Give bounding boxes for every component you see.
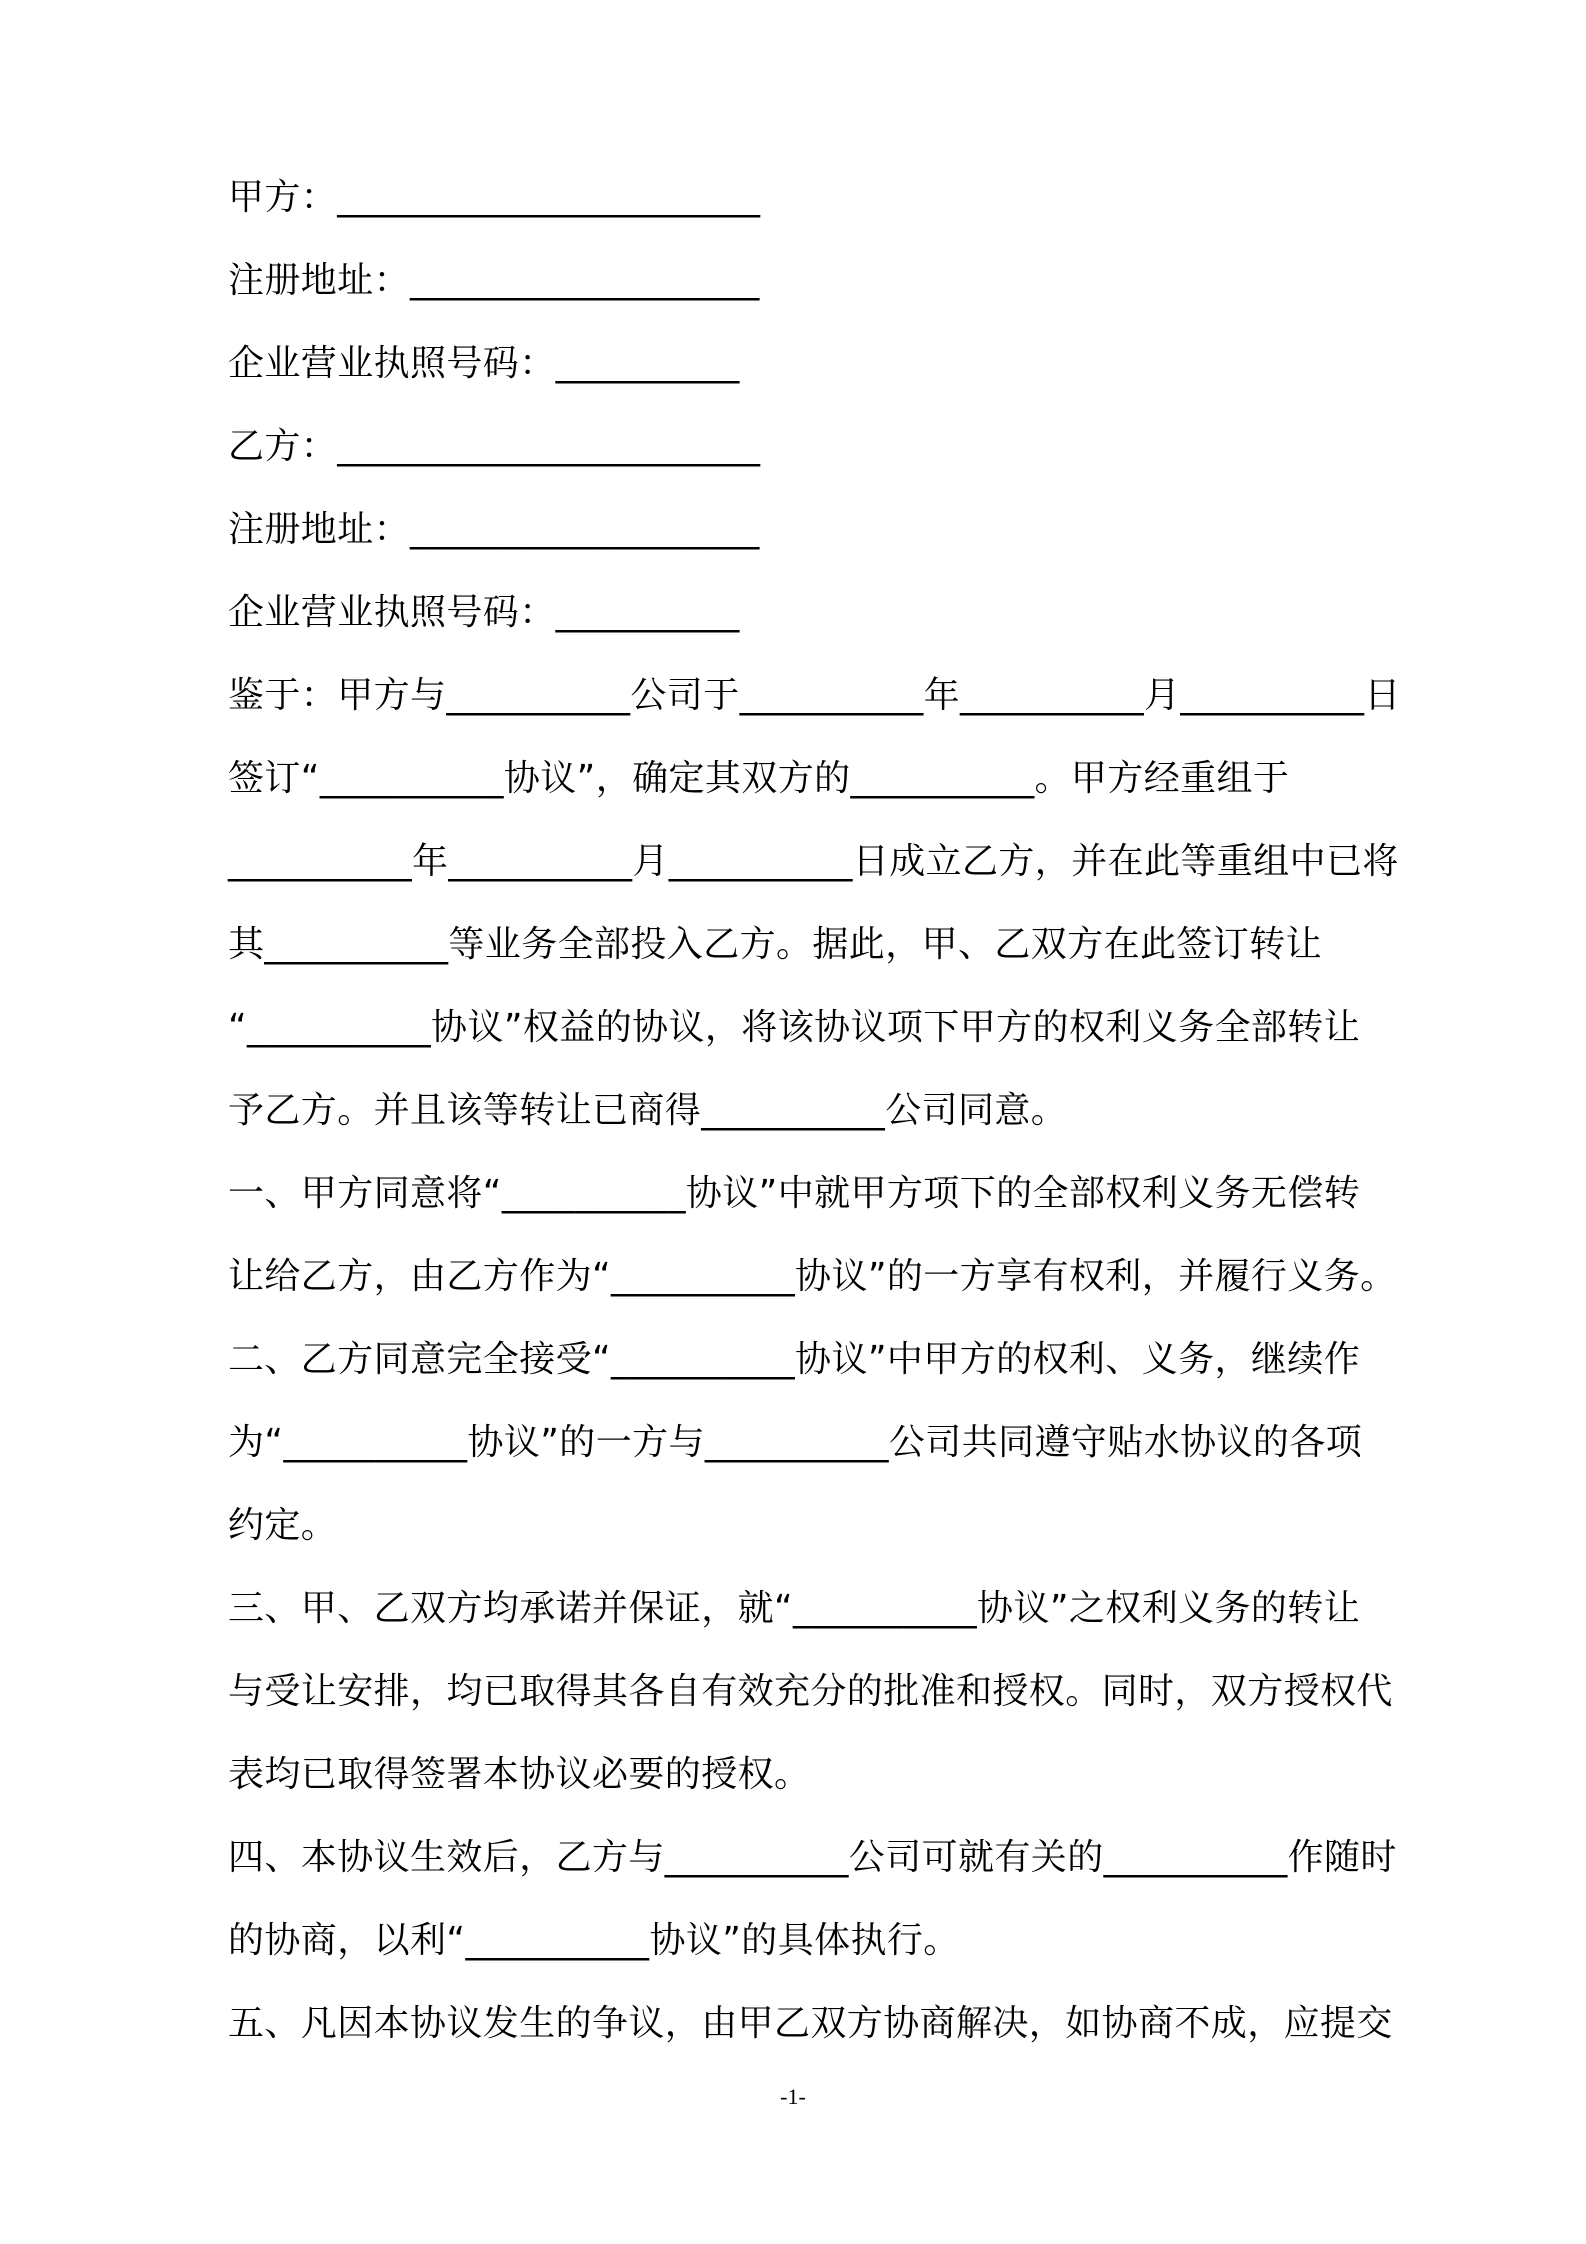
preamble-line-3: __________年__________月__________日成立乙方，并在此等重组中已将 bbox=[228, 841, 1399, 882]
clause-1-line-2: 让给乙方，由乙方作为“__________协议”的一方享有权利，并履行义务。 bbox=[228, 1256, 1397, 1297]
party-a-license-field: 企业营业执照号码：__________ bbox=[228, 343, 740, 384]
clause-2-line-1: 二、乙方同意完全接受“__________协议”中甲方的权利、义务，继续作 bbox=[228, 1339, 1361, 1380]
page-number: -1- bbox=[780, 2084, 806, 2109]
party-a-address-field: 注册地址：___________________ bbox=[228, 260, 760, 301]
clause-3-line-2: 与受让安排，均已取得其各自有效充分的批准和授权。同时，双方授权代 bbox=[228, 1671, 1393, 1712]
clause-2-line-2: 为“__________协议”的一方与__________公司共同遵守贴水协议的各项 bbox=[228, 1422, 1363, 1463]
clause-1-line-1: 一、甲方同意将“__________协议”中就甲方项下的全部权利义务无偿转 bbox=[228, 1173, 1361, 1214]
clause-2-line-3: 约定。 bbox=[228, 1505, 338, 1546]
preamble-line-4: 其__________等业务全部投入乙方。据此，甲、乙双方在此签订转让 bbox=[228, 924, 1323, 965]
preamble-line-6: 予乙方。并且该等转让已商得__________公司同意。 bbox=[228, 1090, 1068, 1131]
clause-5-line-1: 五、凡因本协议发生的争议，由甲乙双方协商解决，如协商不成，应提交 bbox=[228, 2003, 1393, 2044]
party-b-address-field: 注册地址：___________________ bbox=[228, 509, 760, 550]
party-b-license-field: 企业营业执照号码：__________ bbox=[228, 592, 740, 633]
preamble-line-1: 鉴于：甲方与__________公司于__________年__________月__________日 bbox=[228, 675, 1401, 716]
clause-3-line-1: 三、甲、乙双方均承诺并保证，就“__________协议”之权利义务的转让 bbox=[228, 1588, 1361, 1629]
preamble-line-5: “__________协议”权益的协议，将该协议项下甲方的权利义务全部转让 bbox=[228, 1007, 1361, 1048]
document-body bbox=[228, 156, 1420, 2065]
party-b-field: 乙方：_______________________ bbox=[228, 426, 761, 467]
clause-3-line-3: 表均已取得签署本协议必要的授权。 bbox=[228, 1754, 811, 1795]
preamble-line-2: 签订“__________协议”，确定其双方的__________。甲方经重组于 bbox=[228, 758, 1290, 799]
clause-4-line-2: 的协商，以利“__________协议”的具体执行。 bbox=[228, 1920, 960, 1961]
clause-4-line-1: 四、本协议生效后，乙方与__________公司可就有关的__________作随时 bbox=[228, 1837, 1397, 1878]
party-a-field: 甲方：_______________________ bbox=[228, 177, 761, 218]
